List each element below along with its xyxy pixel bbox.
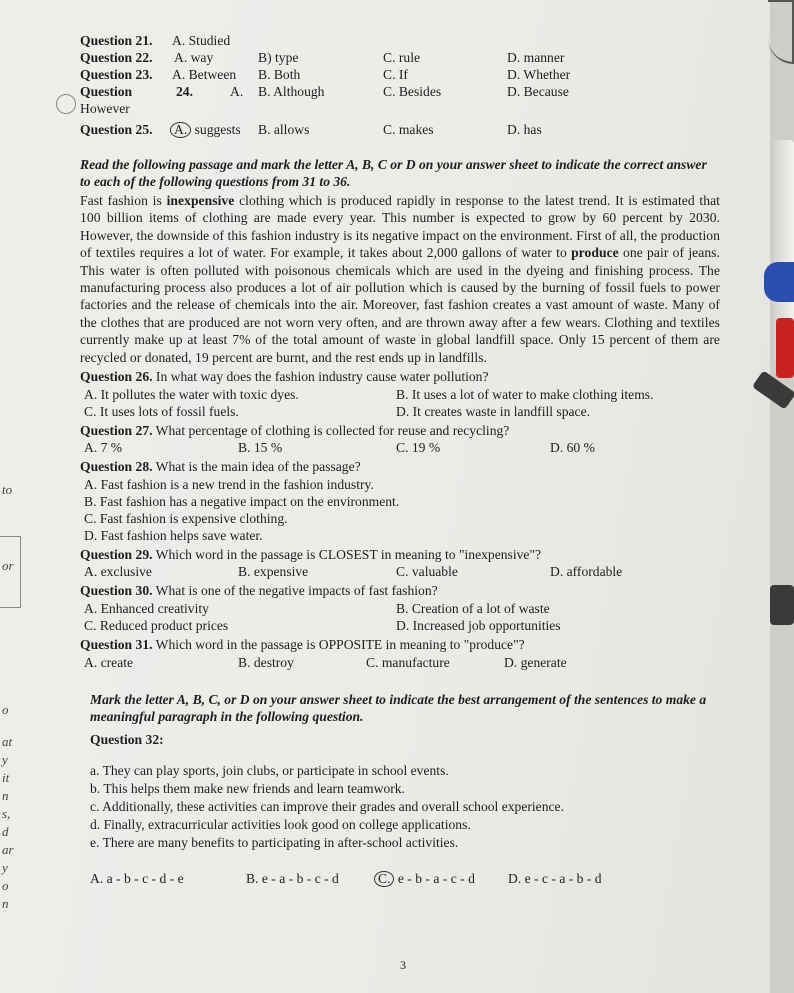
option-a: A. suggests bbox=[170, 121, 241, 139]
answer-row-22 bbox=[80, 49, 720, 66]
option-a-text: However bbox=[80, 101, 130, 116]
page-number: 3 bbox=[400, 958, 406, 972]
option-a: A. Between bbox=[172, 67, 237, 82]
sentence-d: d. Finally, extracurricular activities look good on college applications. bbox=[90, 817, 471, 833]
option-b: B. Creation of a lot of waste bbox=[396, 601, 550, 617]
sentence-b: b. This helps them make new friends and learn teamwork. bbox=[90, 781, 405, 797]
option-d: D. has bbox=[507, 122, 542, 137]
question-label: Question 32: bbox=[90, 731, 164, 747]
margin-fragment: o bbox=[2, 702, 9, 717]
answer-row-24-cont bbox=[80, 100, 720, 117]
option-c: C. 19 % bbox=[396, 440, 441, 456]
option-d: D. It creates waste in landfill space. bbox=[396, 403, 591, 419]
cable bbox=[768, 0, 794, 64]
option-a: A. It pollutes the water with toxic dyes. bbox=[84, 386, 299, 402]
option-d: D. Whether bbox=[507, 67, 571, 82]
option-c: C. It uses lots of fossil fuels. bbox=[84, 403, 239, 419]
question-text: What is one of the negative impacts of fast fashion? bbox=[155, 583, 438, 599]
red-pen bbox=[776, 318, 794, 378]
question-label: Question bbox=[80, 84, 133, 99]
sentence-c: c. Additionally, these activities can improve their grades and overall school experience. bbox=[90, 799, 564, 815]
answer-row-24 bbox=[80, 83, 720, 100]
question-number: 24. bbox=[176, 84, 193, 99]
sentence-e: e. There are many benefits to participating in after-school activities. bbox=[90, 835, 459, 851]
reading-instruction: Read the following passage and mark the letter A, B, C or D on your answer sheet to indicate the correct answer to each of the following questions from 31 to 36. bbox=[80, 157, 707, 189]
margin-fragment: o bbox=[2, 878, 9, 893]
option-a: A. way bbox=[174, 50, 214, 65]
margin-fragment: ar bbox=[2, 842, 14, 857]
question-text: Which word in the passage is CLOSEST in meaning to "inexpensive"? bbox=[155, 546, 542, 562]
option-c: C. rule bbox=[383, 50, 420, 65]
pen-body bbox=[770, 585, 794, 625]
question-text: In what way does the fashion industry cause water pollution? bbox=[155, 369, 489, 385]
option-b: B. Although bbox=[258, 84, 325, 99]
margin-fragment: to bbox=[2, 482, 13, 497]
question-26: Question 26. In what way does the fashion industry cause water pollution? A. It pollutes the water with toxic dyes. B. It uses a lot of water to make clothing items. C. It uses lots of fossil fuels. D. It creates waste in landfill space. bbox=[80, 369, 654, 419]
margin-fragment: d bbox=[2, 824, 9, 839]
option-a: A. create bbox=[84, 654, 134, 670]
option-a: A. 7 % bbox=[84, 440, 123, 456]
option-b: B. e - a - b - c - d bbox=[246, 871, 339, 887]
option-c: C. If bbox=[383, 67, 408, 82]
option-d: D. Fast fashion helps save water. bbox=[84, 527, 263, 543]
option-a: A. a - b - c - d - e bbox=[90, 871, 184, 887]
answer-row-25 bbox=[80, 121, 720, 138]
margin-fragment: or bbox=[2, 558, 14, 573]
keyword-produce: produce bbox=[571, 245, 619, 261]
question-label: Question 25. bbox=[80, 122, 153, 137]
option-a: A. Fast fashion is a new trend in the fashion industry. bbox=[84, 476, 374, 492]
margin-box bbox=[0, 536, 21, 608]
option-b: B. expensive bbox=[238, 564, 309, 580]
question-label: Question 21. bbox=[80, 33, 153, 48]
option-d: D. manner bbox=[507, 50, 565, 65]
option-d: D. e - c - a - b - d bbox=[508, 871, 602, 887]
sentence-a: a. They can play sports, join clubs, or participate in school events. bbox=[90, 763, 449, 779]
option-b: B. Both bbox=[258, 67, 301, 82]
margin-fragment: n bbox=[2, 788, 9, 803]
option-c: C. Reduced product prices bbox=[84, 618, 229, 634]
option-c: C. Besides bbox=[383, 84, 442, 99]
option-d: D. generate bbox=[504, 654, 567, 670]
circled-answer: C. bbox=[374, 871, 394, 887]
option-c: C. valuable bbox=[396, 564, 458, 580]
question-text: What is the main idea of the passage? bbox=[155, 459, 361, 475]
question-31: Question 31. Which word in the passage is OPPOSITE in meaning to "produce"? A. create B. destroy C. manufacture D. generate bbox=[80, 637, 567, 670]
question-27: Question 27. What percentage of clothing is collected for reuse and recycling? A. 7 % B. 15 % C. 19 % D. 60 % bbox=[80, 422, 595, 456]
option-c: C. Fast fashion is expensive clothing. bbox=[84, 510, 288, 526]
answer-row-21 bbox=[80, 32, 720, 49]
arrangement-instruction: Mark the letter A, B, C, or D on your answer sheet to indicate the best arrangement of the sentences to make a meaningful paragraph in the following question. bbox=[90, 691, 707, 724]
margin-fragment: n bbox=[2, 896, 9, 911]
option-d: D. 60 % bbox=[550, 440, 595, 456]
option-a: A. bbox=[230, 84, 244, 99]
margin-fragment: y bbox=[2, 860, 8, 875]
option-b: B. 15 % bbox=[238, 440, 283, 456]
margin-fragment: at bbox=[2, 734, 13, 749]
option-d: D. Increased job opportunities bbox=[396, 618, 561, 634]
option-c: C. manufacture bbox=[366, 654, 450, 670]
option-b: B. Fast fashion has a negative impact on the environment. bbox=[84, 493, 400, 509]
punch-hole bbox=[56, 94, 76, 114]
previous-page-edge bbox=[0, 470, 60, 930]
question-text: Which word in the passage is OPPOSITE in meaning to "produce"? bbox=[155, 637, 525, 653]
option-a: A. exclusive bbox=[84, 564, 152, 580]
option-a: A. Studied bbox=[172, 33, 231, 48]
circled-answer: A. bbox=[170, 122, 191, 138]
question-30: Question 30. What is one of the negative impacts of fast fashion? A. Enhanced creativity B. Creation of a lot of waste C. Reduced product prices D. Increased job opportunities bbox=[80, 583, 561, 634]
blue-pen-cap bbox=[764, 262, 794, 302]
option-b: B. destroy bbox=[238, 654, 294, 670]
question-29: Question 29. Which word in the passage is CLOSEST in meaning to "inexpensive"? A. exclusive B. expensive C. valuable D. affordable bbox=[80, 546, 623, 580]
option-b: B. allows bbox=[258, 122, 310, 137]
reading-passage: Fast fashion is inexpensive clothing which is produced rapidly in response to the latest trend. It is estimated that 100 billion items of clothing are made every year. This number is expected to grow by 60 percent by 2030. However, the downside of this fashion industry is its negative impact on the environment. First of all, the production of textiles requires a lot of water. For example, it takes about 2,000 gallons of water to produce one pair of jeans. This water is often polluted with poisonous chemicals which are used in the dyeing and finishing process. The manufacturing process also produces a lot of air pollution which is caused by the burning of fossil fuels to power factories and the release of chemicals into the air. Moreover, fast fashion creates a vast amount of waste. Many of the clothes that are produced are not worn very often, and are thrown away after a few wears. Clothing and textiles currently make up at least 7% of the total amount of waste in global landfill space. Only 15 percent of them are recycled or donated, 19 percent are burnt, and the rest ends up in landfills. bbox=[80, 193, 721, 365]
margin-fragment: it bbox=[2, 770, 10, 785]
option-b: B. It uses a lot of water to make clothing items. bbox=[396, 386, 654, 402]
question-label: Question 22. bbox=[80, 50, 153, 65]
worksheet-content bbox=[80, 32, 720, 887]
margin-fragment: y bbox=[2, 752, 8, 767]
margin-fragment: s, bbox=[2, 806, 11, 821]
answer-row-23 bbox=[80, 66, 720, 83]
option-c: C. makes bbox=[383, 122, 434, 137]
option-d: D. Because bbox=[507, 84, 569, 99]
keyword-inexpensive: inexpensive bbox=[166, 193, 235, 208]
option-d: D. affordable bbox=[550, 564, 623, 580]
option-b: B) type bbox=[258, 50, 299, 65]
question-32 bbox=[80, 731, 720, 888]
question-text: What percentage of clothing is collected for reuse and recycling? bbox=[155, 422, 510, 438]
question-label: Question 23. bbox=[80, 67, 153, 82]
option-c: C. e - b - a - c - d bbox=[374, 870, 475, 888]
question-28: Question 28. What is the main idea of the passage? A. Fast fashion is a new trend in the fashion industry. B. Fast fashion has a negative impact on the environment. C. Fast fashion is expensive clothing. D. Fast fashion helps save water. bbox=[80, 459, 400, 543]
option-a: A. Enhanced creativity bbox=[84, 601, 209, 617]
